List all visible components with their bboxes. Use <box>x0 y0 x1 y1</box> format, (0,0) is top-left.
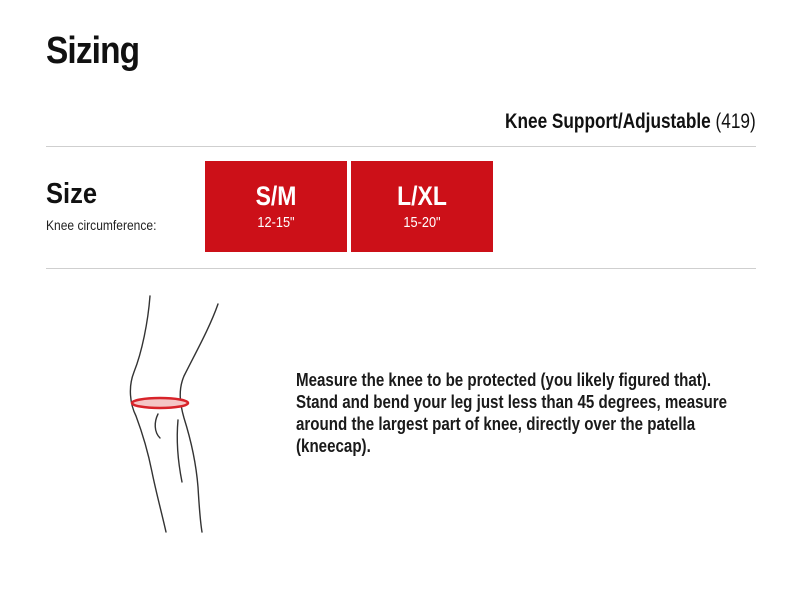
instruction-line: Stand and bend your leg just less than 45 degrees, measure <box>296 392 728 412</box>
bottom-divider <box>46 268 756 269</box>
size-option-range: 15-20" <box>403 214 441 231</box>
measuring-band <box>132 398 188 408</box>
leg-front-outline <box>130 296 166 532</box>
size-option-lxl[interactable] <box>351 161 493 252</box>
size-option-name: L/XL <box>397 181 447 211</box>
leg-back-outline <box>180 304 218 532</box>
knee-measurement-icon <box>118 292 228 542</box>
product-code: (419) <box>715 110 756 133</box>
product-line <box>505 110 756 134</box>
instruction-line: Measure the knee to be protected (you likely figured that). <box>296 370 712 390</box>
size-heading: Size <box>46 178 98 210</box>
instruction-line: (kneecap). <box>296 436 371 456</box>
size-option-name: S/M <box>255 181 297 211</box>
size-option-sm[interactable] <box>205 161 347 252</box>
instruction-line: around the largest part of knee, directly over the patella <box>296 414 696 434</box>
measuring-instructions <box>296 369 766 457</box>
measurement-label: Knee circumference: <box>46 217 157 233</box>
product-name: Knee Support/Adjustable <box>505 110 712 133</box>
size-option-range: 12-15" <box>257 214 295 231</box>
page-title: Sizing <box>46 30 140 72</box>
calf-line <box>177 420 182 482</box>
top-divider <box>46 146 756 147</box>
kneecap-detail <box>155 414 160 438</box>
